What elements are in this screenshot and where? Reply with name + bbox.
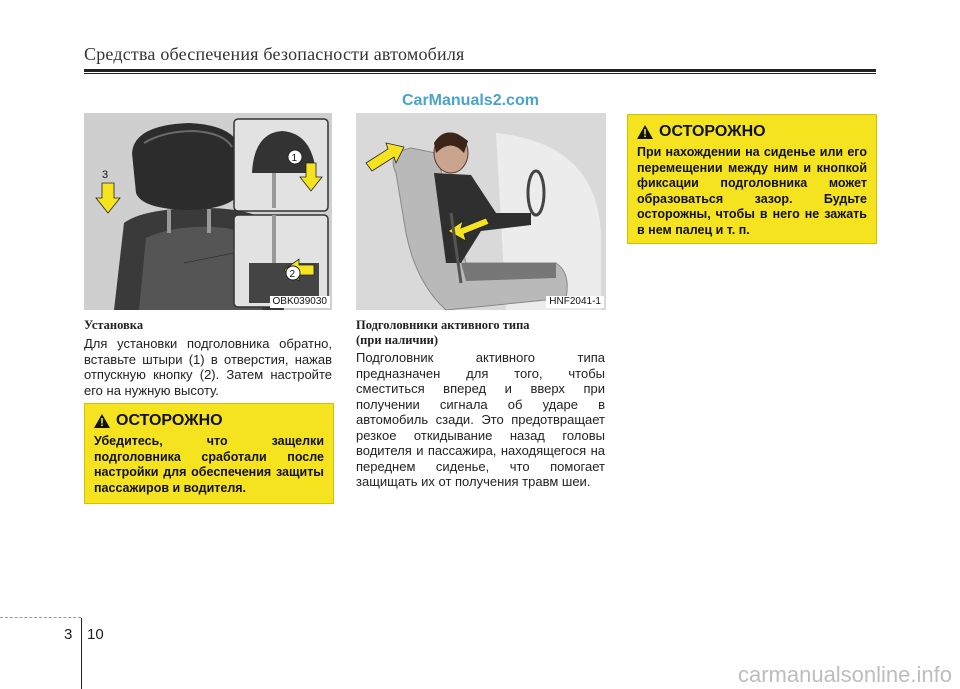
- chapter-number: 3: [64, 626, 73, 643]
- warning-label-right: ОСТОРОЖНО: [659, 123, 766, 140]
- warning-triangle-icon: [94, 414, 110, 428]
- page-header-title: Средства обеспечения безопасности автомобиля: [84, 44, 465, 64]
- callout-3: 3: [102, 169, 109, 181]
- watermark-bottom: carmanualsonline.info: [737, 662, 952, 687]
- active-headrest-title-line2: (при наличии): [356, 333, 439, 347]
- warning-header-left: [94, 412, 324, 430]
- headrest-illustration: [84, 113, 332, 310]
- active-headrest-figure: [356, 113, 606, 310]
- installation-text: Для установки подголовника обратно, вставьте штыри (1) в отверстия, нажав отпускную кнопку (2). Затем настройте его на нужную высоту.: [84, 336, 332, 398]
- warning-text-right: При нахождении на сиденье или его перемещении между ним и кнопкой фиксации подголовника может образоваться зазор. Будьте осторожны, чтобы в него не зажать в нем палец и т. п.: [637, 145, 867, 237]
- header-rule: [84, 69, 876, 72]
- page-number: 10: [87, 626, 104, 643]
- header-rule-thin: [84, 73, 876, 74]
- warning-triangle-icon: [637, 125, 653, 139]
- watermark-top: CarManuals2.com: [402, 92, 539, 109]
- footer-dashed-rule: [0, 617, 81, 618]
- active-headrest-illustration: [356, 113, 606, 310]
- figure-code-left: OBK039030: [270, 296, 331, 308]
- warning-box-right: [627, 114, 877, 244]
- figure-code-middle: HNF2041-1: [546, 296, 604, 308]
- warning-header-right: [637, 123, 867, 141]
- active-headrest-text: Подголовник активного типа предназначен для того, чтобы сместиться вперед и вверх при получении сигнала об ударе в автомобиль сзади. Это предотвращает резкое откидывание назад головы водителя и пассажира, находящегося на переднем сиденье, что помогает защищать их от получения травм шеи.: [356, 350, 605, 489]
- warning-label-left: ОСТОРОЖНО: [116, 412, 223, 429]
- headrest-installation-figure: [84, 113, 332, 310]
- active-headrest-title: [356, 318, 530, 348]
- footer-vertical-rule: [81, 618, 82, 689]
- warning-text-left: Убедитесь, что защелки подголовника сработали после настройки для обеспечения защиты пассажиров и водителя.: [94, 434, 324, 495]
- active-headrest-title-line1: Подголовники активного типа: [356, 318, 530, 332]
- warning-box-left: [84, 403, 334, 504]
- installation-title: Установка: [84, 318, 144, 332]
- callout-1: 1: [291, 153, 298, 164]
- callout-2: 2: [289, 269, 296, 280]
